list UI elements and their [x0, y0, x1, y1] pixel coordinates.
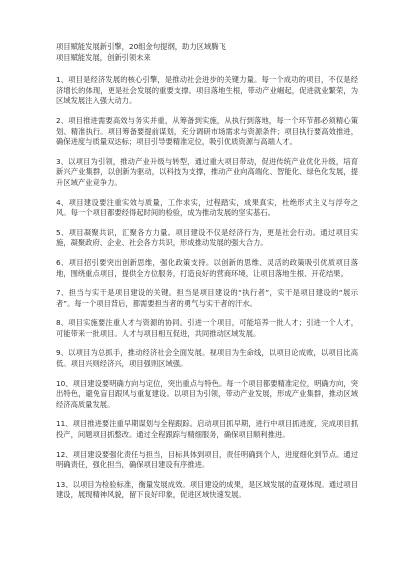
paragraph-9: 9、以项目为总抓手，推动经济社会全面发展。视项目为生命线，以项目论成败，以项目比高低。项目兴则经济兴，项目强则区域强。	[56, 348, 358, 369]
document-title: 项目赋能发展新引擎，20组金句提纲，助力区域腾飞	[56, 42, 226, 51]
paragraph-3: 3、以项目为引领，推动产业升级与转型，通过重大项目带动，促进传统产业优化升级，培育新兴产业集群，以创新为驱动，以科技为支撑，推动产业向高端化、智能化、绿色化发展，提升区域产业竞争力。	[56, 156, 358, 187]
paragraph-2: 2、项目推进需要高效与务实并重，从筹备到实施，从执行到落地，每一个环节都必须精心策划、精准执行。项目筹备要提前谋划，充分调研市场需求与资源条件；项目执行要高效推进，确保进度与质量双达标；项目引导要精准定位，吸引优质资源与高端人才。	[56, 115, 358, 147]
paragraph-1: 1、项目是经济发展的核心引擎，是推动社会进步的关键力量。每一个成功的项目，不仅是经济增长的体现，更是社会发展的重要支撑。项目落地生根，带动产业崛起，促进就业繁荣，为区域发展注入强大动力。	[56, 75, 358, 106]
paragraph-13: 13、以项目为检验标准，衡量发展成效。项目建设的成果，是区域发展的直观体现。通过项目建设，展现精神风貌，留下良好印象，促进区域快速发展。	[56, 479, 358, 500]
paragraph-4: 4、项目建设要注重实效与质量，工作求实，过程踏实，成果真实，杜绝形式主义与浮夸之风。每一个项目都要经得起时间的检验，成为推动发展的坚实基石。	[56, 197, 358, 218]
paragraph-11: 11、项目推进要注重早期谋划与全程跟踪。启动项目抓早期，进行中项目抓进度，完成项目抓投产，问题项目抓整改。通过全程跟踪与精细服务，确保项目顺利推进。	[56, 419, 358, 440]
paragraph-8: 8、项目实施要注重人才与资源的协同。引进一个项目，可能培养一批人才；引进一个人才，可能带来一批项目。人才与项目相互促进，共同推动区域发展。	[56, 318, 358, 338]
paragraph-5: 5、项目凝聚共识，汇聚各方力量。项目建设不仅是经济行为，更是社会行动。通过项目实施，凝聚政府、企业、社会各方共识，形成推动发展的强大合力。	[56, 227, 358, 248]
paragraph-12: 12、项目建设要强化责任与担当，目标具体到项目，责任明确到个人，进度细化到节点。通过明确责任，强化担当，确保项目建设有序推进。	[56, 449, 358, 470]
paragraph-10: 10、项目建设要明确方向与定位，突出重点与特色。每一个项目都要精准定位，明确方向，突出特色，避免盲目跟风与重复建设。以项目为引领，带动产业发展，形成产业集群，推动区域经济高质量发展。	[56, 378, 358, 409]
document-subtitle: 项目赋能发展，创新引领未来	[56, 52, 151, 62]
document-header	[56, 42, 358, 63]
paragraph-7: 7、担当与实干是项目建设的关键。担当是项目建设的“执行者”，实干是项目建设的“展示者”。每一个项目背后，都需要担当者的勇气与实干者的汗水。	[56, 288, 358, 308]
paragraph-6: 6、项目招引要突出创新思维，强化政策支持。以创新的思维、灵活的政策吸引优质项目落地，围绕重点项目，提供全方位服务，打造良好的营商环境，让项目落地生根、开花结果。	[56, 257, 358, 278]
